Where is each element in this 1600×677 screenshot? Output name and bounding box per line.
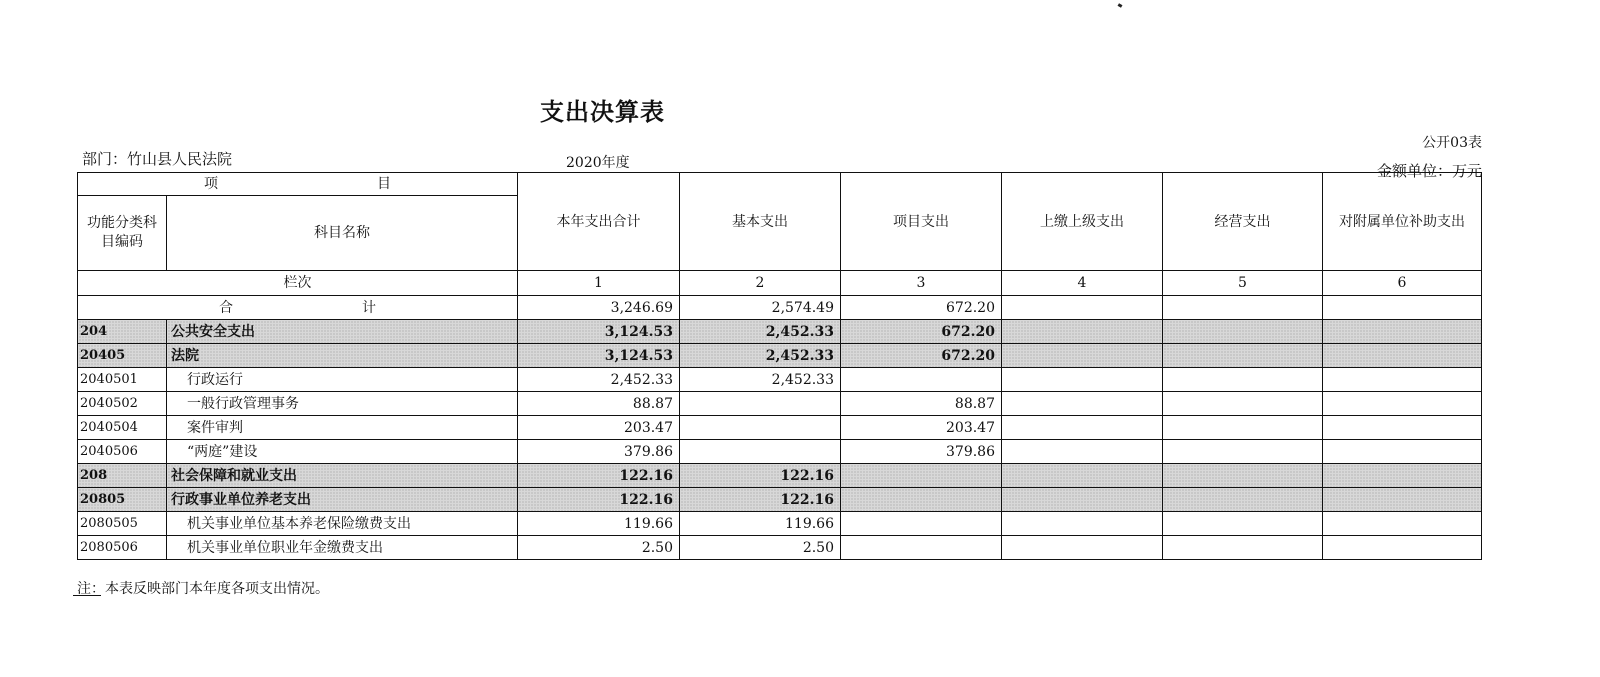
col-header-1: 本年支出合计 — [518, 173, 680, 271]
col-header-6: 对附属单位补助支出 — [1323, 173, 1482, 271]
row-value-6 — [1323, 368, 1482, 392]
row-value-2: 119.66 — [680, 512, 841, 536]
row-value-5 — [1163, 440, 1323, 464]
row-value-4 — [1002, 536, 1163, 560]
table-row — [78, 368, 1482, 392]
row-value-6 — [1323, 440, 1482, 464]
row-value-3 — [841, 464, 1002, 488]
table-row — [78, 344, 1482, 368]
department-label: 部门：竹山县人民法院 — [82, 150, 233, 168]
table-row — [78, 512, 1482, 536]
row-name: 行政运行 — [167, 368, 518, 392]
row-value-3: 203.47 — [841, 416, 1002, 440]
row-value-3 — [841, 488, 1002, 512]
table-row — [78, 536, 1482, 560]
item-header-left: 项 — [204, 176, 219, 192]
row-value-1: 122.16 — [518, 488, 680, 512]
row-value-3 — [841, 512, 1002, 536]
item-header-right: 目 — [376, 176, 391, 192]
row-code: 20405 — [78, 344, 167, 368]
row-code: 2080506 — [78, 536, 167, 560]
row-value-6 — [1323, 416, 1482, 440]
row-name: 案件审判 — [167, 416, 518, 440]
row-code: 2040504 — [78, 416, 167, 440]
row-code: 204 — [78, 320, 167, 344]
col-number-5: 5 — [1163, 271, 1323, 296]
table-code: 公开03表 — [1422, 135, 1482, 151]
row-value-1: 2,452.33 — [518, 368, 680, 392]
expenditure-table — [77, 172, 1482, 560]
row-value-2 — [680, 416, 841, 440]
row-value-1: 379.86 — [518, 440, 680, 464]
row-value-3: 672.20 — [841, 320, 1002, 344]
func-code-header: 功能分类科目编码 — [78, 196, 167, 271]
row-value-5 — [1163, 368, 1323, 392]
col-number-6: 6 — [1323, 271, 1482, 296]
row-value-6 — [1323, 320, 1482, 344]
row-value-2: 2,452.33 — [680, 344, 841, 368]
amount-unit: 金额单位：万元 — [1376, 162, 1482, 180]
row-value-6 — [1323, 344, 1482, 368]
col-number-4: 4 — [1002, 271, 1163, 296]
footnote-underline — [73, 595, 101, 596]
row-name: 一般行政管理事务 — [167, 392, 518, 416]
row-value-4 — [1002, 368, 1163, 392]
total-label — [78, 296, 518, 320]
total-value-4 — [1002, 296, 1163, 320]
row-value-2 — [680, 440, 841, 464]
row-value-4 — [1002, 320, 1163, 344]
total-label-left: 合 — [219, 299, 234, 316]
row-name: 机关事业单位职业年金缴费支出 — [167, 536, 518, 560]
row-value-3: 672.20 — [841, 344, 1002, 368]
row-name: 公共安全支出 — [167, 320, 518, 344]
row-value-4 — [1002, 344, 1163, 368]
scan-speck — [1118, 3, 1123, 8]
row-value-3: 379.86 — [841, 440, 1002, 464]
row-value-5 — [1163, 344, 1323, 368]
row-value-2: 2.50 — [680, 536, 841, 560]
total-value-1: 3,246.69 — [518, 296, 680, 320]
row-name: “两庭”建设 — [167, 440, 518, 464]
col-number-2: 2 — [680, 271, 841, 296]
row-code: 208 — [78, 464, 167, 488]
row-value-4 — [1002, 392, 1163, 416]
row-value-5 — [1163, 512, 1323, 536]
row-value-3 — [841, 368, 1002, 392]
row-value-4 — [1002, 464, 1163, 488]
table-row — [78, 416, 1482, 440]
row-name: 社会保障和就业支出 — [167, 464, 518, 488]
row-code: 2040502 — [78, 392, 167, 416]
row-value-5 — [1163, 416, 1323, 440]
table-row — [78, 440, 1482, 464]
row-value-4 — [1002, 488, 1163, 512]
row-value-2 — [680, 392, 841, 416]
row-value-6 — [1323, 512, 1482, 536]
row-code: 2080505 — [78, 512, 167, 536]
table-row — [78, 320, 1482, 344]
row-value-1: 2.50 — [518, 536, 680, 560]
row-value-2: 2,452.33 — [680, 320, 841, 344]
row-value-1: 122.16 — [518, 464, 680, 488]
total-value-2: 2,574.49 — [680, 296, 841, 320]
total-label-right: 计 — [361, 299, 376, 316]
row-code: 20805 — [78, 488, 167, 512]
total-value-6 — [1323, 296, 1482, 320]
row-value-5 — [1163, 488, 1323, 512]
row-value-5 — [1163, 392, 1323, 416]
row-value-1: 3,124.53 — [518, 320, 680, 344]
row-code: 2040501 — [78, 368, 167, 392]
row-value-6 — [1323, 464, 1482, 488]
col-number-1: 1 — [518, 271, 680, 296]
row-code: 2040506 — [78, 440, 167, 464]
total-value-3: 672.20 — [841, 296, 1002, 320]
row-value-6 — [1323, 536, 1482, 560]
row-name: 机关事业单位基本养老保险缴费支出 — [167, 512, 518, 536]
row-value-6 — [1323, 392, 1482, 416]
row-value-5 — [1163, 464, 1323, 488]
row-name: 行政事业单位养老支出 — [167, 488, 518, 512]
total-value-5 — [1163, 296, 1323, 320]
row-value-2: 122.16 — [680, 464, 841, 488]
total-row — [78, 296, 1482, 320]
col-header-2: 基本支出 — [680, 173, 841, 271]
row-value-3 — [841, 536, 1002, 560]
row-value-4 — [1002, 416, 1163, 440]
page-title: 支出决算表 — [540, 98, 665, 126]
row-value-6 — [1323, 488, 1482, 512]
row-value-3: 88.87 — [841, 392, 1002, 416]
table-row — [78, 488, 1482, 512]
row-value-1: 3,124.53 — [518, 344, 680, 368]
row-value-2: 122.16 — [680, 488, 841, 512]
row-value-4 — [1002, 512, 1163, 536]
row-value-1: 88.87 — [518, 392, 680, 416]
footnote: 注：本表反映部门本年度各项支出情况。 — [77, 581, 329, 597]
row-value-5 — [1163, 320, 1323, 344]
row-value-4 — [1002, 440, 1163, 464]
subject-name-header: 科目名称 — [167, 196, 518, 271]
row-value-2: 2,452.33 — [680, 368, 841, 392]
row-value-5 — [1163, 536, 1323, 560]
table-row — [78, 392, 1482, 416]
col-number-3: 3 — [841, 271, 1002, 296]
row-value-1: 119.66 — [518, 512, 680, 536]
column-index-label: 栏次 — [78, 271, 518, 296]
fiscal-year: 2020年度 — [566, 155, 630, 171]
row-name: 法院 — [167, 344, 518, 368]
col-header-4: 上缴上级支出 — [1002, 173, 1163, 271]
table-row — [78, 464, 1482, 488]
item-header — [78, 173, 518, 196]
col-header-3: 项目支出 — [841, 173, 1002, 271]
col-header-5: 经营支出 — [1163, 173, 1323, 271]
row-value-1: 203.47 — [518, 416, 680, 440]
